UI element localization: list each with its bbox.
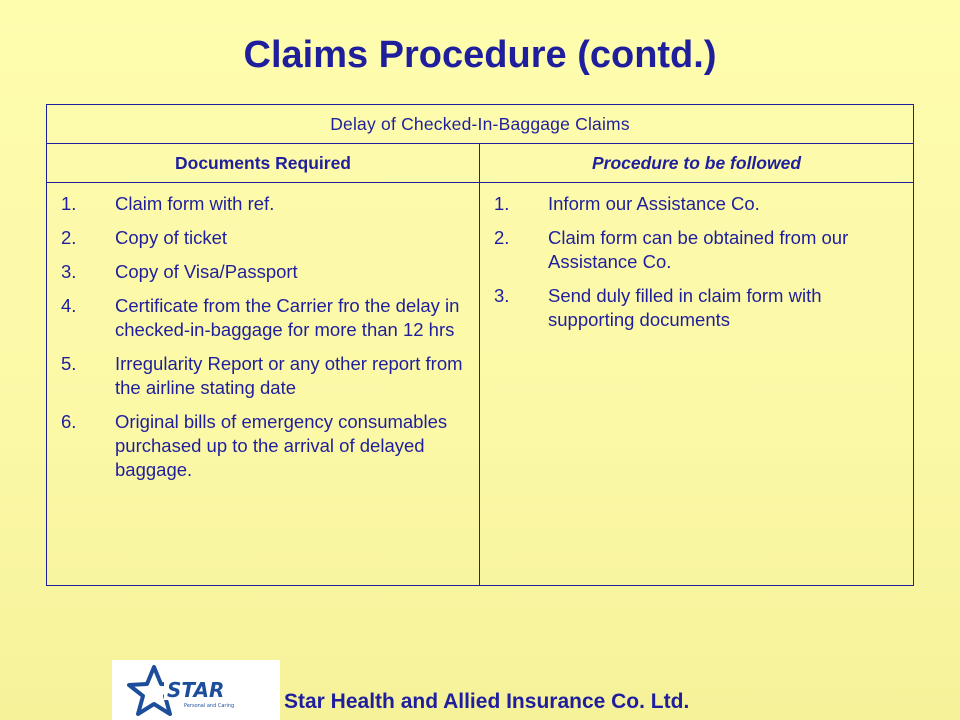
page-title: Claims Procedure (contd.) (243, 34, 717, 76)
list-item (494, 226, 907, 274)
star-logo-icon (112, 660, 280, 720)
list-item (61, 192, 473, 216)
item-text: Copy of Visa/Passport (115, 261, 298, 282)
table-caption: Delay of Checked-In-Baggage Claims (47, 105, 914, 144)
documents-list (47, 183, 479, 482)
item-number: 1. (61, 193, 77, 214)
procedure-cell (480, 183, 914, 586)
item-text: Claim form with ref. (115, 193, 275, 214)
item-text: Send duly filled in claim form with supporting documents (548, 285, 822, 330)
documents-cell (47, 183, 480, 586)
item-number: 2. (61, 227, 77, 248)
star-health-logo (112, 660, 280, 720)
item-number: 1. (494, 193, 510, 214)
footer (112, 660, 689, 720)
list-item (494, 284, 907, 332)
list-item (61, 226, 473, 250)
item-text: Inform our Assistance Co. (548, 193, 760, 214)
item-number: 3. (61, 261, 77, 282)
list-item (61, 352, 473, 400)
item-number: 5. (61, 353, 77, 374)
item-number: 4. (61, 295, 77, 316)
list-item (61, 294, 473, 342)
logo-tagline: Personal and Caring (184, 703, 235, 709)
column-header-procedure: Procedure to be followed (480, 144, 914, 183)
item-number: 2. (494, 227, 510, 248)
column-header-documents: Documents Required (47, 144, 480, 183)
list-item (61, 410, 473, 482)
claims-table (46, 104, 914, 586)
item-text: Certificate from the Carrier fro the delay in checked-in-baggage for more than 12 hrs (115, 295, 460, 340)
list-item (61, 260, 473, 284)
item-text: Original bills of emergency consumables purchased up to the arrival of delayed baggage. (115, 411, 448, 480)
company-name: Star Health and Allied Insurance Co. Ltd. (284, 690, 690, 713)
logo-wordmark: STAR (167, 678, 225, 702)
procedure-list (480, 183, 913, 332)
item-text: Irregularity Report or any other report from the airline stating date (115, 353, 463, 398)
item-text: Claim form can be obtained from our Assistance Co. (548, 227, 849, 272)
item-number: 6. (61, 411, 77, 432)
item-text: Copy of ticket (115, 227, 228, 248)
list-item (494, 192, 907, 216)
item-number: 3. (494, 285, 510, 306)
